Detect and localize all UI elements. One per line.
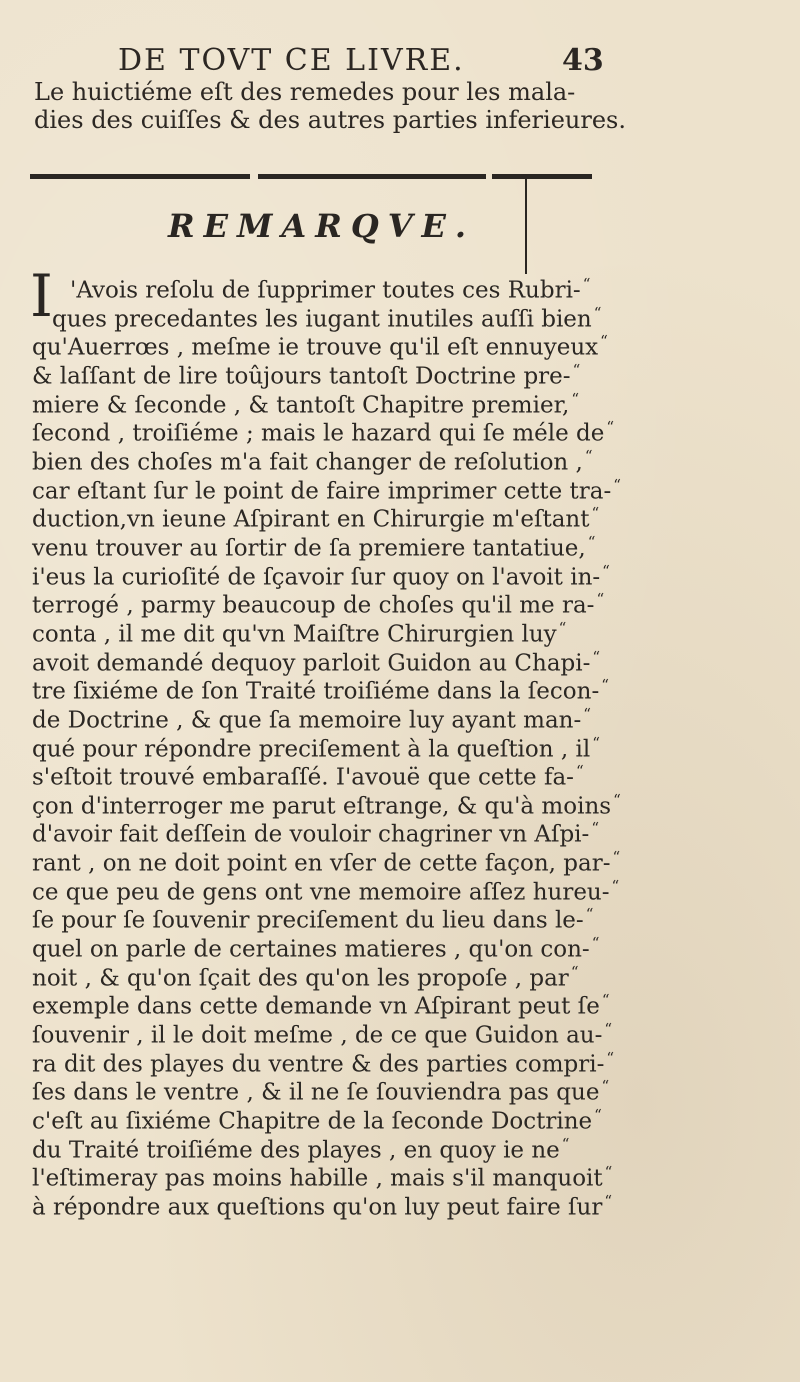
marginal-quote-mark: “ [591, 504, 600, 523]
section-title: REMARQVE. [168, 207, 476, 245]
text-line-content: l'eſtimeray pas moins habille , mais s'il manquoit [32, 1166, 603, 1192]
marginal-quote-mark: “ [611, 876, 620, 895]
text-line [32, 1101, 632, 1135]
text-line [32, 700, 632, 734]
marginal-quote-mark: “ [612, 848, 621, 867]
text-line [32, 1015, 632, 1049]
body-text [32, 270, 632, 1221]
marginal-quote-mark: “ [593, 303, 602, 322]
text-line-content: i'eus la curioſité de ſçavoir ſur quoy on l'avoit in- [32, 564, 601, 591]
text-line-content: ques precedantes les iugant inutiles auſſi bien [52, 306, 592, 333]
text-line [32, 270, 632, 304]
marginal-quote-mark: “ [561, 1134, 570, 1153]
text-line-content: ſes dans le ventre , & il ne ſe ſouviendra pas que [32, 1080, 600, 1107]
text-line [32, 729, 632, 763]
text-line-content: ce que peu de gens ont vne memoire aſſez hureu- [32, 879, 610, 906]
text-line [32, 1072, 632, 1107]
text-line [32, 786, 632, 820]
section-divider [258, 174, 486, 179]
marginal-quote-mark: “ [583, 704, 591, 723]
text-line-content: ſouvenir , il le doit meſme , de ce que Guidon au- [32, 1022, 603, 1049]
text-line [32, 1187, 632, 1221]
text-line [32, 958, 632, 992]
text-line [32, 585, 632, 619]
text-line-content: conta , il me dit qu'vn Maiſtre Chirurgien luy [32, 621, 557, 648]
vertical-ink-line [525, 176, 527, 274]
text-line-content: à répondre aux queſtions qu'on luy peut faire ſur [32, 1194, 603, 1221]
marginal-quote-mark: “ [594, 1106, 602, 1125]
text-line [32, 1044, 632, 1078]
text-line-content: du Traité troiſiéme des playes , en quoy ie ne [32, 1137, 560, 1164]
text-line-content: ſecond , troiſiéme ; mais le hazard qui ſe méle de [32, 420, 605, 447]
section-divider [492, 174, 592, 179]
text-line-content: rant , on ne doit point en vſer de cette façon, par- [32, 850, 611, 877]
intro-line: Le huictiéme eſt des remedes pour les mala- [34, 78, 576, 106]
marginal-quote-mark: “ [585, 905, 594, 924]
marginal-quote-mark: “ [601, 1077, 610, 1096]
text-line [32, 356, 632, 390]
text-line [32, 814, 632, 849]
text-line-content: terrogé , parmy beaucoup de choſes qu'il me ra- [32, 592, 595, 619]
text-line-content: tre ſixiéme de ſon Traité troiſiéme dans la ſecon- [32, 678, 600, 705]
text-line [32, 900, 632, 935]
text-line-content: bien des choſes m'a fait changer de reſolution , [32, 449, 583, 476]
text-line [32, 557, 632, 591]
text-line [32, 385, 632, 419]
page-number: 43 [562, 43, 604, 78]
marginal-quote-mark: “ [613, 475, 621, 494]
marginal-quote-mark: “ [584, 446, 593, 465]
text-line [32, 299, 632, 333]
text-line-content: d'avoir fait deſſein de vouloir chagriner vn Aſpi- [32, 822, 590, 849]
marginal-quote-mark: “ [582, 275, 591, 293]
text-line-content: exemple dans cette demande vn Aſpirant peut ſe [32, 994, 600, 1021]
running-title: DE TOVT CE LIVRE. [118, 43, 465, 78]
marginal-quote-mark: “ [604, 1020, 613, 1039]
text-line-content: de Doctrine , & que ſa memoire luy ayant man- [32, 707, 582, 734]
text-line [32, 499, 632, 533]
marginal-quote-mark: “ [613, 790, 621, 809]
marginal-quote-mark: “ [596, 590, 605, 609]
text-line [32, 471, 632, 505]
text-line [32, 528, 632, 562]
marginal-quote-mark: “ [591, 819, 599, 838]
text-line [32, 872, 632, 906]
marginal-quote-mark: “ [606, 1048, 615, 1067]
marginal-quote-mark: “ [587, 532, 596, 551]
marginal-quote-mark: “ [602, 561, 610, 580]
marginal-quote-mark: “ [601, 991, 610, 1010]
text-line-content: ſe pour ſe ſouvenir preciſement du lieu dans le- [32, 908, 584, 935]
text-line-content: avoit demandé dequoy parloit Guidon au Chapi- [32, 650, 591, 677]
text-line-content: venu trouver au ſortir de ſa premiere tantatiue, [32, 535, 586, 562]
marginal-quote-mark: “ [572, 360, 581, 379]
text-line [32, 671, 632, 705]
text-line [32, 327, 632, 361]
text-line-content: ra dit des playes du ventre & des parties compri- [32, 1051, 605, 1078]
marginal-quote-mark: “ [606, 418, 615, 437]
text-line-content: çon d'interroger me parut eſtrange, & qu'à moins [32, 793, 612, 820]
drop-cap: I [30, 262, 53, 330]
text-line [32, 1130, 632, 1164]
marginal-quote-mark: “ [592, 733, 600, 752]
text-line-content: c'eſt au ſixiéme Chapitre de la ſeconde Doctrine [32, 1108, 593, 1135]
text-line [32, 413, 632, 447]
text-line [32, 929, 632, 963]
text-line-content: miere & ſeconde , & tantoſt Chapitre premier, [32, 392, 570, 419]
marginal-quote-mark: “ [570, 962, 579, 981]
section-divider [30, 174, 250, 179]
marginal-quote-mark: “ [591, 934, 600, 953]
text-line [32, 757, 632, 791]
intro-paragraph [34, 78, 626, 134]
text-line [32, 1158, 632, 1192]
text-line-content: qué pour répondre preciſement à la queſtion , il [32, 736, 591, 763]
text-line [32, 986, 632, 1021]
text-line-content: noit , & qu'on ſçait des qu'on les propoſe , par [32, 965, 569, 992]
marginal-quote-mark: “ [601, 676, 609, 695]
text-line [32, 614, 632, 648]
marginal-quote-mark: “ [592, 647, 601, 666]
text-line-content: 'Avois reſolu de ſupprimer toutes ces Rubri- [70, 277, 581, 304]
text-line-content: quel on parle de certaines matieres , qu'on con- [32, 936, 590, 963]
marginal-quote-mark: “ [571, 389, 580, 408]
text-line-content: qu'Auerrœs , meſme ie trouve qu'il eſt ennuyeux [32, 334, 599, 361]
text-line [32, 643, 632, 677]
text-line [32, 442, 632, 476]
text-line-content: car eſtant ſur le point de faire imprimer cette tra- [32, 478, 612, 505]
text-line-content: s'eſtoit trouvé embaraſſé. I'avouë que cette fa- [32, 764, 574, 791]
marginal-quote-mark: “ [604, 1163, 613, 1182]
text-line-content: duction,vn ieune Aſpirant en Chirurgie m'eſtant [32, 506, 590, 533]
marginal-quote-mark: “ [558, 618, 567, 637]
marginal-quote-mark: “ [575, 762, 584, 781]
text-line [32, 843, 632, 877]
marginal-quote-mark: “ [600, 332, 608, 351]
text-line-content: & laſſant de lire toûjours tantoſt Doctrine pre- [32, 363, 571, 390]
intro-line: dies des cuiſſes & des autres parties inferieures. [34, 106, 626, 134]
marginal-quote-mark: “ [604, 1192, 612, 1210]
